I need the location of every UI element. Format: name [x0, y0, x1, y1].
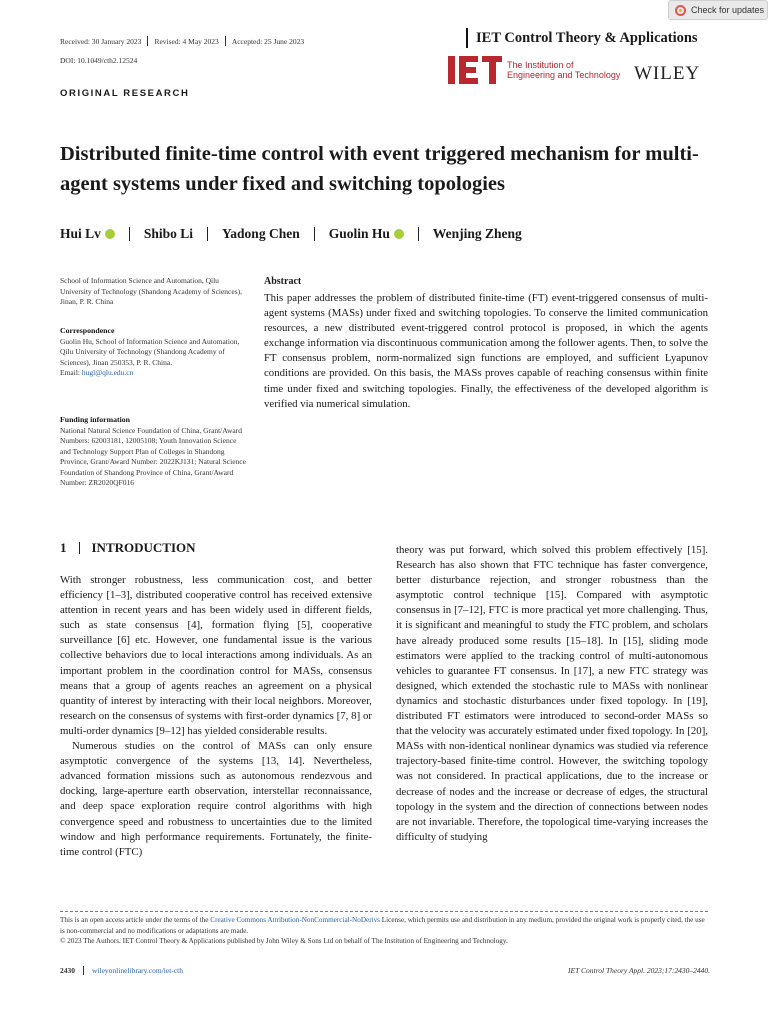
divider	[314, 227, 315, 241]
author[interactable]: Hui Lv	[60, 226, 115, 242]
correspondence-email: Email: hugl@qlu.edu.cn	[60, 368, 134, 377]
accepted-date: Accepted: 25 June 2023	[231, 36, 305, 46]
revised-date: Revised: 4 May 2023	[154, 36, 219, 46]
article-type: ORIGINAL RESEARCH	[60, 88, 190, 99]
author[interactable]: Shibo Li	[143, 226, 194, 241]
section-number: 1	[60, 540, 67, 555]
author[interactable]: Guolin Hu	[329, 226, 404, 242]
page-number: 2430	[60, 966, 75, 975]
check-for-updates-label: Check for updates	[691, 5, 765, 15]
paragraph: theory was put forward, which solved this problem effectively [15]. Research has also shown that FTC technique has faster convergence, better disturbance rejection, and stronger robustness than the asymptotic control technique [15]. Compared with asymptotic consensus in [7–12], FTC is more practical yet more challenging. Thus, it is significant and meaningful to study the FTC problem, and scholars have already produced some results [15–18]. In [15], sliding mode estimators were applied to the tracking control of multi-autonomous vehicles to guarantee FT consensus. In [17], a new FTC strategy was designed, which extended the stochastic rule to MASs with nonlinear dynamics and stochastic disturbances under fixed topology. In [19], distributed FT estimators were introduced to second-order MASs so that the velocity was accurately estimated under fixed topology. In [20], MASs with non-identical nonlinear dynamics was studied via reference trajectory-based finite-time control. However, the switching topology was not considered. In practical applications, due to the increase or decrease of nodes and the increase or decrease of edges, the structural topology in the system and the direction of connections between nodes are not invariable. Therefore, the topological time-varying increases the difficulty of studying	[396, 544, 708, 843]
paragraph: Numerous studies on the control of MASs can only ensure asymptotic convergence of the systems [13, 14]. Nevertheless, advanced formation missions such as autonomous rendezvous and docking, large-aperture earth observation, interstellar reconnaissance, and deep space exploration require control algorithms with high convergence speed and robustness to uncertainties due to the limited window and high performance requirements. Fortunately, the finite-time control (FTC)	[60, 740, 372, 858]
article-title: Distributed finite-time control with event triggered mechanism for multi-agent systems under fixed and switching topologies	[60, 143, 699, 195]
license-link[interactable]: Creative Commons Attribution-NonCommercial-NoDerivs	[210, 916, 380, 924]
license-note: This is an open access article under the terms of the Creative Commons Attribution-NonCommercial-NoDerivs License, which permits use and distribution in any medium, provided the original work is properly cited, the use is non-commercial and no modifications or adaptations are made. © 2023 The Authors. IET Control Theory & Applications published by John Wiley & Sons Ltd on behalf of The Institution of Engineering and Technology.	[60, 915, 710, 947]
affiliation: School of Information Science and Automation, Qilu University of Technology (Shandong Academy of Sciences), Jinan, P. R. China	[60, 276, 243, 306]
iet-logo	[448, 56, 620, 84]
article-dates	[60, 36, 304, 46]
correspondence-text: Guolin Hu, School of Information Science and Automation, Qilu University of Technology (Shandong Academy of Sciences), Jinan 250353, P. R. China.	[60, 336, 240, 367]
section-title: INTRODUCTION	[91, 540, 196, 555]
iet-logo-line-1: The Institution of	[507, 60, 574, 70]
iet-logo-line-2: Engineering and Technology	[507, 70, 621, 80]
divider	[129, 227, 130, 241]
journal-name: IET Control Theory & Applications	[466, 28, 698, 48]
footnote-divider	[60, 911, 708, 912]
left-column-body	[60, 573, 372, 860]
author-list	[60, 226, 522, 242]
divider	[147, 36, 148, 46]
funding-heading: Funding information	[60, 415, 130, 424]
funding-text: National Natural Science Foundation of China, Grant/Award Numbers: 62003181, 12005108; Youth Innovation Science and Technology Support Plan of Colleges in Shandong Province, Grant/Award Number: 2022KJ131; Natural Science Foundation of Shandong Province of China, Grant/Award Number: ZR2020QF016	[60, 425, 246, 487]
right-column-body	[396, 543, 708, 845]
copyright: © 2023 The Authors. IET Control Theory & Applications published by John Wiley & Sons Ltd on behalf of The Institution of Engineering and Technology.	[60, 937, 508, 945]
orcid-icon[interactable]	[394, 229, 404, 239]
email-link[interactable]: hugl@qlu.edu.cn	[81, 368, 134, 377]
divider	[79, 542, 80, 554]
journal-website-link[interactable]: wileyonlinelibrary.com/iet-cth	[92, 966, 183, 975]
paragraph: With stronger robustness, less communication cost, and better efficiency [1–3], distributed cooperative control has received extensive attention in recent years and has been widely used in different fields, such as state consensus [4], formation flying [5], cooperative surveillance [6] etc. However, one fundamental issue is the various collective behaviors due to local interactions among individuals. As an important problem in the coordination control for MASs, consensus means that a group of agents reaches an agreement on a physical quantity of interest by interacting with their local neighbors. Moreover, research on the consensus of systems with first-order dynamics [7, 8] or multi-order dynamics [9–12] has yielded considerable results.	[60, 574, 372, 737]
wiley-logo: WILEY	[634, 63, 701, 84]
crossmark-icon	[675, 5, 686, 16]
page-footer	[60, 966, 710, 975]
author[interactable]: Yadong Chen	[222, 226, 300, 241]
section-heading	[60, 540, 196, 556]
divider	[225, 36, 226, 46]
divider	[418, 227, 419, 241]
abstract-heading: Abstract	[264, 276, 302, 287]
received-date: Received: 30 January 2023	[60, 36, 142, 46]
correspondence-heading: Correspondence	[60, 326, 115, 335]
citation: IET Control Theory Appl. 2023;17:2430–2440.	[568, 966, 710, 975]
divider	[207, 227, 208, 241]
iet-logo-icon	[448, 56, 502, 84]
doi[interactable]: DOI: 10.1049/cth2.12524	[60, 56, 138, 65]
abstract-text: This paper addresses the problem of distributed finite-time (FT) event-triggered consensus of multi-agent systems (MASs) under fixed and switching topologies. To conserve the limited communication resources, a new distributed event-triggered control protocol is proposed, in which the agents exchange information via discontinuous communication among the follower agents. Then, to solve the FT consensus problem, norm-normalized sign functions are employed, and sufficient Lyapunov conditions are provided. On this basis, the MASs proves capable of reaching consensus within finite time under fixed and switching topologies. Finally, the effectiveness of the developed algorithm is verified via numerical simulation.	[264, 292, 708, 410]
correspondence-block	[60, 326, 246, 379]
orcid-icon[interactable]	[105, 229, 115, 239]
divider	[83, 966, 84, 975]
author[interactable]: Wenjing Zheng	[432, 226, 522, 241]
funding-block	[60, 415, 246, 489]
check-for-updates-badge[interactable]	[668, 0, 768, 20]
